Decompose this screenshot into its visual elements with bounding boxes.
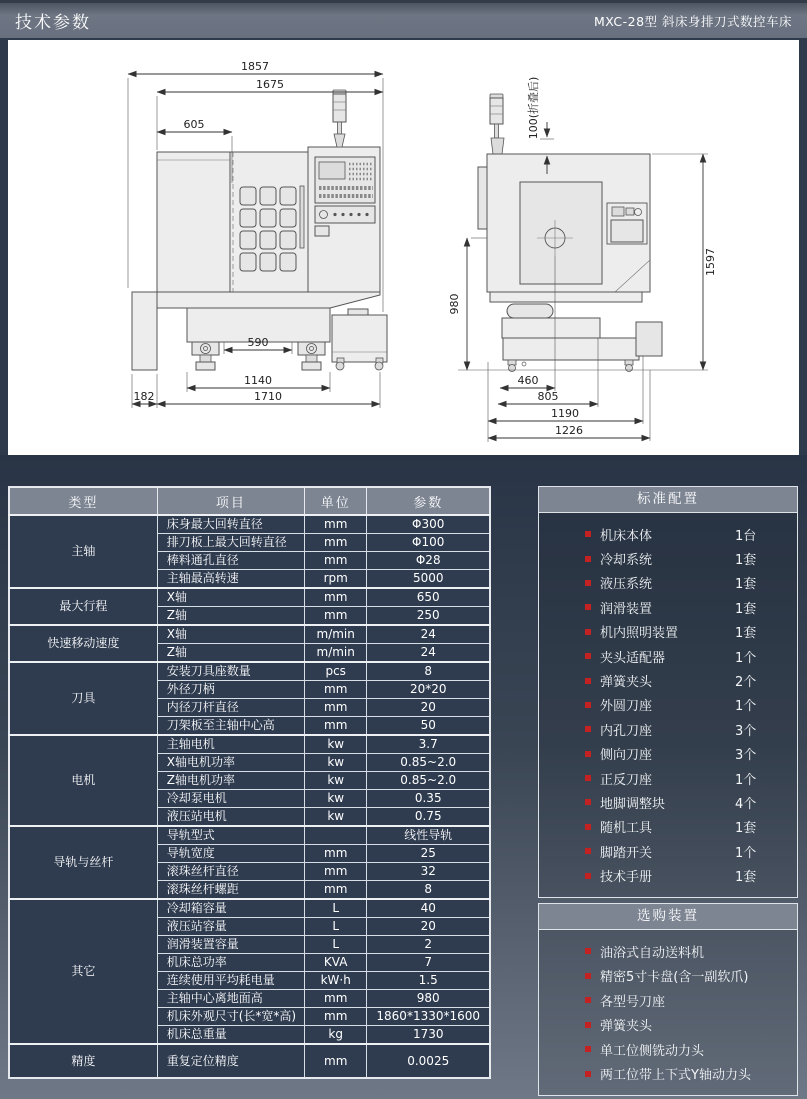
value-cell: 0.85~2.0	[367, 754, 490, 772]
list-item	[585, 766, 787, 790]
item-cell: 冷却泵电机	[157, 790, 304, 808]
item-cell: Z轴	[157, 607, 304, 626]
config-item-label: 弹簧夹头	[600, 1019, 653, 1035]
door-handle	[300, 186, 304, 248]
spec-table-body	[9, 515, 490, 1078]
lower-section	[0, 455, 807, 1099]
config-item-qty: 3个	[735, 748, 757, 764]
item-cell: X轴	[157, 625, 304, 644]
list-item	[585, 571, 787, 595]
dim-460: 460	[517, 374, 539, 387]
spec-table	[8, 486, 491, 1079]
unit-cell: mm	[304, 515, 367, 534]
config-item-qty: 1套	[735, 821, 757, 837]
config-item-qty: 3个	[735, 723, 757, 739]
front-view	[128, 60, 387, 408]
list-item	[585, 1012, 787, 1037]
operator-panel	[315, 206, 375, 223]
config-item-qty: 1个	[735, 772, 757, 788]
cnc-panel	[315, 157, 375, 203]
type-cell: 最大行程	[9, 588, 157, 625]
unit-cell: kw	[304, 808, 367, 827]
config-item-label: 各型号刀座	[600, 994, 666, 1010]
item-cell: 主轴中心离地面高	[157, 990, 304, 1008]
machine-model-title: MXC-28型 斜床身排刀式数控车床	[593, 13, 792, 29]
type-cell: 电机	[9, 735, 157, 826]
config-panel	[538, 486, 798, 1096]
unit-cell: mm	[304, 699, 367, 717]
value-cell: 25	[367, 845, 490, 863]
item-cell: 滚珠丝杆直径	[157, 863, 304, 881]
config-item-label: 夹头适配器	[600, 650, 666, 666]
config-item-qty: 2个	[735, 675, 757, 691]
item-cell: 外径刀柄	[157, 681, 304, 699]
value-cell: 3.7	[367, 735, 490, 754]
list-item	[585, 863, 787, 887]
dim-605: 605	[183, 118, 205, 131]
list-item	[585, 644, 787, 668]
list-item	[585, 595, 787, 619]
unit-cell: m/min	[304, 625, 367, 644]
page-header	[0, 0, 807, 38]
value-cell: 0.75	[367, 808, 490, 827]
item-cell: 主轴最高转速	[157, 570, 304, 589]
config-item-qty: 1套	[735, 870, 757, 886]
table-row	[9, 625, 490, 644]
item-cell: 机床总功率	[157, 954, 304, 972]
unit-cell: mm	[304, 1044, 367, 1078]
red-square-bullet-icon	[585, 1022, 591, 1028]
value-cell: 1730	[367, 1026, 490, 1045]
item-cell: 刀架板至主轴中心高	[157, 717, 304, 736]
standard-config-list	[539, 513, 797, 897]
value-cell: 1860*1330*1600	[367, 1008, 490, 1026]
col-header-item: 项目	[157, 487, 304, 515]
list-item	[585, 1061, 787, 1086]
red-square-bullet-icon	[585, 604, 591, 610]
unit-cell: mm	[304, 607, 367, 626]
red-square-bullet-icon	[585, 1071, 591, 1077]
red-square-bullet-icon	[585, 629, 591, 635]
item-cell: 重复定位精度	[157, 1044, 304, 1078]
red-square-bullet-icon	[585, 973, 591, 979]
value-cell: 0.35	[367, 790, 490, 808]
config-item-label: 地脚调整块	[600, 796, 666, 812]
value-cell: Φ100	[367, 534, 490, 552]
config-item-qty: 1套	[735, 626, 757, 642]
spec-table-header-row	[9, 487, 490, 515]
item-cell: 导轨宽度	[157, 845, 304, 863]
dim-1710: 1710	[254, 390, 282, 403]
unit-cell: kW·h	[304, 972, 367, 990]
dim-1857: 1857	[241, 60, 269, 73]
list-item	[585, 939, 787, 964]
signal-tower-icon	[490, 94, 504, 154]
item-cell: Z轴电机功率	[157, 772, 304, 790]
unit-cell: L	[304, 899, 367, 918]
unit-cell: mm	[304, 588, 367, 607]
config-item-label: 弹簧夹头	[600, 675, 653, 691]
config-item-qty: 1个	[735, 650, 757, 666]
red-square-bullet-icon	[585, 824, 591, 830]
value-cell: 线性导轨	[367, 826, 490, 845]
type-cell: 精度	[9, 1044, 157, 1078]
config-item-qty: 1台	[735, 528, 757, 544]
type-cell: 刀具	[9, 662, 157, 735]
item-cell: 棒料通孔直径	[157, 552, 304, 570]
value-cell: 1.5	[367, 972, 490, 990]
config-item-label: 冷却系统	[600, 553, 653, 569]
dim-805: 805	[537, 390, 559, 403]
unit-cell: m/min	[304, 644, 367, 663]
config-item-label: 技术手册	[600, 870, 653, 886]
item-cell: X轴	[157, 588, 304, 607]
list-item	[585, 717, 787, 741]
value-cell: 980	[367, 990, 490, 1008]
config-item-qty: 1套	[735, 553, 757, 569]
unit-cell: kw	[304, 754, 367, 772]
value-cell: Φ28	[367, 552, 490, 570]
red-square-bullet-icon	[585, 580, 591, 586]
item-cell: 主轴电机	[157, 735, 304, 754]
config-item-qty: 1套	[735, 601, 757, 617]
signal-tower-icon	[333, 90, 346, 147]
red-square-bullet-icon	[585, 799, 591, 805]
config-item-label: 侧向刀座	[600, 748, 653, 764]
drawing-panel	[8, 40, 799, 455]
list-item	[585, 693, 787, 717]
value-cell: 0.0025	[367, 1044, 490, 1078]
value-cell: 32	[367, 863, 490, 881]
value-cell: 7	[367, 954, 490, 972]
value-cell: 0.85~2.0	[367, 772, 490, 790]
unit-cell: mm	[304, 552, 367, 570]
dim-590: 590	[247, 336, 269, 349]
unit-cell: mm	[304, 881, 367, 900]
config-item-label: 内孔刀座	[600, 723, 653, 739]
item-cell: 润滑装置容量	[157, 936, 304, 954]
list-item	[585, 742, 787, 766]
unit-cell: L	[304, 918, 367, 936]
config-item-label: 正反刀座	[600, 772, 653, 788]
list-item	[585, 839, 787, 863]
unit-cell: mm	[304, 717, 367, 736]
config-item-qty: 4个	[735, 796, 757, 812]
list-item	[585, 546, 787, 570]
red-square-bullet-icon	[585, 556, 591, 562]
config-item-label: 脚踏开关	[600, 845, 653, 861]
item-cell: 内径刀杆直径	[157, 699, 304, 717]
value-cell: 20	[367, 918, 490, 936]
value-cell: 40	[367, 899, 490, 918]
dim-1226: 1226	[555, 424, 583, 437]
chip-cart	[332, 309, 387, 370]
value-cell: 50	[367, 717, 490, 736]
unit-cell: mm	[304, 681, 367, 699]
side-view	[448, 77, 717, 442]
config-item-label: 液压系统	[600, 577, 653, 593]
value-cell: 8	[367, 881, 490, 900]
item-cell: 排刀板上最大回转直径	[157, 534, 304, 552]
config-item-label: 精密5寸卡盘(含一副软爪)	[600, 970, 749, 986]
item-cell: 机床总重量	[157, 1026, 304, 1045]
list-item	[585, 790, 787, 814]
leveling-foot	[298, 342, 325, 370]
list-item	[585, 815, 787, 839]
red-square-bullet-icon	[585, 848, 591, 854]
config-item-qty: 1套	[735, 577, 757, 593]
table-row	[9, 826, 490, 845]
dim-100-folded: 100(折叠后)	[527, 76, 540, 140]
unit-cell: pcs	[304, 662, 367, 681]
config-item-label: 两工位带上下式Y轴动力头	[600, 1068, 751, 1084]
item-cell: 冷却箱容量	[157, 899, 304, 918]
item-cell: X轴电机功率	[157, 754, 304, 772]
list-item	[585, 668, 787, 692]
unit-cell: mm	[304, 845, 367, 863]
config-item-label: 机床本体	[600, 528, 653, 544]
optional-config-list	[539, 930, 797, 1095]
col-header-unit: 单位	[304, 487, 367, 515]
type-cell: 导轨与丝杆	[9, 826, 157, 899]
table-row	[9, 588, 490, 607]
unit-cell: L	[304, 936, 367, 954]
type-cell: 其它	[9, 899, 157, 1044]
list-item	[585, 988, 787, 1013]
item-cell: 机床外观尺寸(长*宽*高)	[157, 1008, 304, 1026]
config-item-label: 机内照明装置	[600, 626, 679, 642]
optional-config-box	[538, 903, 798, 1096]
standard-config-title: 标准配置	[539, 487, 797, 513]
value-cell: 24	[367, 625, 490, 644]
red-square-bullet-icon	[585, 775, 591, 781]
table-row	[9, 662, 490, 681]
value-cell: Φ300	[367, 515, 490, 534]
unit-cell: kg	[304, 1026, 367, 1045]
config-item-label: 随机工具	[600, 821, 653, 837]
table-row	[9, 735, 490, 754]
table-row	[9, 899, 490, 918]
red-square-bullet-icon	[585, 726, 591, 732]
unit-cell: mm	[304, 863, 367, 881]
unit-cell: mm	[304, 534, 367, 552]
config-item-qty: 1个	[735, 699, 757, 715]
table-row	[9, 515, 490, 534]
value-cell: 8	[367, 662, 490, 681]
red-square-bullet-icon	[585, 997, 591, 1003]
value-cell: 650	[367, 588, 490, 607]
value-cell: 250	[367, 607, 490, 626]
red-square-bullet-icon	[585, 873, 591, 879]
value-cell: 20*20	[367, 681, 490, 699]
item-cell: 滚珠丝杆螺距	[157, 881, 304, 900]
type-cell: 主轴	[9, 515, 157, 588]
optional-config-title: 选购装置	[539, 904, 797, 930]
value-cell: 5000	[367, 570, 490, 589]
value-cell: 2	[367, 936, 490, 954]
list-item	[585, 1037, 787, 1062]
red-square-bullet-icon	[585, 653, 591, 659]
red-square-bullet-icon	[585, 678, 591, 684]
list-item	[585, 963, 787, 988]
col-header-value: 参数	[367, 487, 490, 515]
table-row	[9, 1044, 490, 1078]
leveling-foot	[192, 342, 219, 370]
item-cell: 连续使用平均耗电量	[157, 972, 304, 990]
unit-cell: KVA	[304, 954, 367, 972]
col-header-type: 类型	[9, 487, 157, 515]
item-cell: 安装刀具座数量	[157, 662, 304, 681]
unit-cell	[304, 826, 367, 845]
list-item	[585, 522, 787, 546]
red-square-bullet-icon	[585, 702, 591, 708]
item-cell: 液压站电机	[157, 808, 304, 827]
unit-cell: mm	[304, 1008, 367, 1026]
dim-1140: 1140	[244, 374, 272, 387]
unit-cell: rpm	[304, 570, 367, 589]
config-item-label: 油浴式自动送料机	[600, 945, 705, 961]
config-item-qty: 1个	[735, 845, 757, 861]
unit-cell: kw	[304, 790, 367, 808]
unit-cell: kw	[304, 735, 367, 754]
unit-cell: mm	[304, 990, 367, 1008]
dim-1675: 1675	[256, 78, 284, 91]
red-square-bullet-icon	[585, 1046, 591, 1052]
dim-1190: 1190	[551, 407, 579, 420]
list-item	[585, 620, 787, 644]
item-cell: 导轨型式	[157, 826, 304, 845]
config-item-label: 单工位侧铣动力头	[600, 1043, 705, 1059]
dim-182: 182	[133, 390, 155, 403]
dim-1597: 1597	[704, 248, 717, 276]
technical-drawing	[8, 40, 799, 455]
red-square-bullet-icon	[585, 531, 591, 537]
dim-980: 980	[448, 293, 461, 315]
page-title: 技术参数	[15, 13, 91, 33]
value-cell: 20	[367, 699, 490, 717]
config-item-label: 外圆刀座	[600, 699, 653, 715]
item-cell: 床身最大回转直径	[157, 515, 304, 534]
red-square-bullet-icon	[585, 751, 591, 757]
standard-config-box	[538, 486, 798, 898]
type-cell: 快速移动速度	[9, 625, 157, 662]
value-cell: 24	[367, 644, 490, 663]
config-item-label: 润滑装置	[600, 601, 653, 617]
red-square-bullet-icon	[585, 948, 591, 954]
item-cell: Z轴	[157, 644, 304, 663]
unit-cell: kw	[304, 772, 367, 790]
item-cell: 液压站容量	[157, 918, 304, 936]
